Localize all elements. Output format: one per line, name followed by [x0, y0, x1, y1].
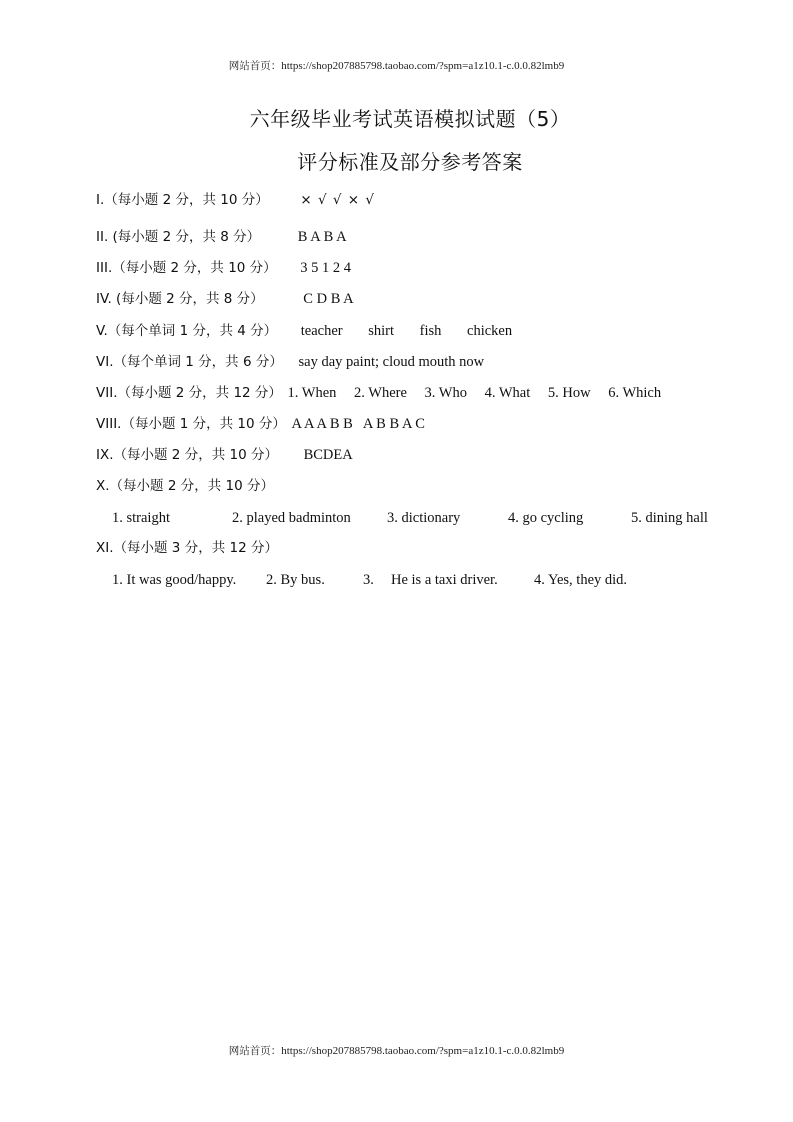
section-9-answer: BCDEA	[303, 447, 353, 463]
section-1-answer: × √ √ × √	[300, 192, 375, 208]
document-title: 六年级毕业考试英语模拟试题（5）	[249, 107, 571, 131]
header-url[interactable]: https://shop207885798.taobao.com/?spm=a1z10.1-c.0.0.82lmb9	[281, 60, 565, 72]
footer-url[interactable]: https://shop207885798.taobao.com/?spm=a1z10.1-c.0.0.82lmb9	[281, 1045, 565, 1057]
document-subtitle: 评分标准及部分参考答案	[297, 150, 523, 174]
section-1-label: I.（每小题 2 分，共 10 分）	[96, 192, 269, 208]
section-7-answer-6: 6. Which	[608, 385, 662, 401]
section-10-label: X.（每小题 2 分，共 10 分）	[96, 478, 274, 494]
section-10	[96, 476, 274, 496]
section-8-label: VIII.（每小题 1 分，共 10 分）	[96, 416, 286, 432]
section-7-label: VII.（每小题 2 分，共 12 分）	[96, 385, 282, 401]
section-2-answer: B A B A	[297, 229, 347, 245]
section-5	[96, 321, 512, 341]
section-8	[96, 414, 425, 434]
page-footer	[0, 1043, 793, 1058]
section-5-answer-4: chicken	[467, 323, 513, 339]
section-11	[96, 538, 278, 558]
section-9-label: IX.（每小题 2 分，共 10 分）	[96, 447, 278, 463]
section-9	[96, 445, 353, 465]
section-7-answer-1: 1. When	[287, 385, 337, 401]
section-10-answer-1: 1. straight	[112, 510, 170, 526]
section-11-answer-2: 2. By bus.	[266, 572, 325, 588]
section-3-answer: 3 5 1 2 4	[300, 260, 352, 276]
footer-label: 网站首页：	[228, 1045, 282, 1057]
section-1	[96, 190, 375, 210]
section-10-answer-4: 4. go cycling	[508, 510, 584, 526]
section-4-label: IV. (每小题 2 分，共 8 分）	[96, 291, 264, 307]
section-10-answer-2: 2. played badminton	[232, 510, 351, 526]
section-11-answer-1: 1. It was good/happy.	[112, 572, 237, 588]
section-10-answer-3: 3. dictionary	[387, 510, 461, 526]
page-header	[0, 58, 793, 73]
section-6-answer: say day paint; cloud mouth now	[298, 354, 485, 370]
section-8-answer: A A A B B A B B A C	[291, 416, 425, 432]
section-7-answer-4: 4. What	[484, 385, 531, 401]
section-3-label: III.（每小题 2 分，共 10 分）	[96, 260, 277, 276]
section-5-answer-3: fish	[419, 323, 442, 339]
section-5-label: V.（每个单词 1 分，共 4 分）	[96, 323, 278, 339]
header-label: 网站首页：	[228, 60, 282, 72]
section-7-answer-5: 5. How	[547, 385, 591, 401]
section-11-label: XI.（每小题 3 分，共 12 分）	[96, 540, 278, 556]
section-6-label: VI.（每个单词 1 分，共 6 分）	[96, 354, 283, 370]
section-4	[96, 289, 354, 309]
section-11-answer-4: 4. Yes, they did.	[534, 572, 628, 588]
section-11-answer-3-text: He is a taxi driver.	[391, 572, 498, 588]
section-2-label: II. (每小题 2 分，共 8 分）	[96, 229, 261, 245]
section-5-answer-1: teacher	[300, 323, 343, 339]
section-5-answer-2: shirt	[368, 323, 395, 339]
section-2	[96, 227, 347, 247]
section-7-answer-3: 3. Who	[424, 385, 467, 401]
section-4-answer: C D B A	[303, 291, 354, 307]
section-10-answer-5: 5. dining hall	[631, 510, 708, 526]
section-11-answer-3-number: 3.	[363, 572, 374, 588]
section-3	[96, 258, 351, 278]
section-7-answer-2: 2. Where	[354, 385, 407, 401]
section-7	[96, 383, 661, 403]
section-6	[96, 352, 484, 372]
